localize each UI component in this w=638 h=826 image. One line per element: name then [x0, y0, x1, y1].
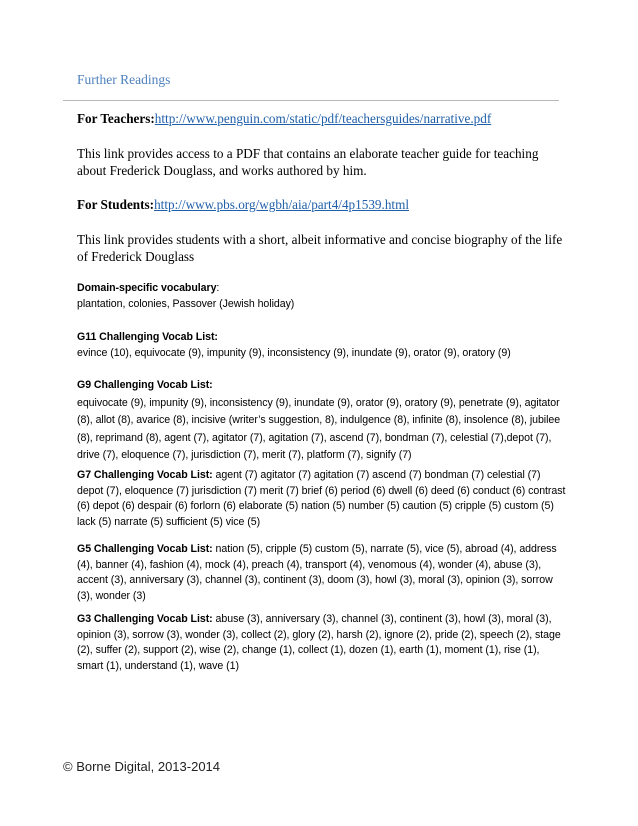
students-resource	[77, 196, 567, 213]
students-description: This link provides students with a short, albeit informative and concise biography of the life of Frederick Douglass	[77, 232, 563, 264]
g3-vocab-text: abuse (3), anniversary (3), channel (3), continent (3), howl (3), moral (3), opinion (3), sorrow (3), wonder (3), collect (2), glory (2), harsh (2), ignore (2), pride (2), speech (2), stage (2), suffer (2), support (2), wise (2), change (1), collect (1), dozen (1), earth (1), moment (1), rise (1), smart (1), understand (1), wave (1)	[77, 613, 561, 672]
g3-vocab-label: G3 Challenging Vocab List:	[77, 613, 213, 625]
students-label: For Students:	[77, 197, 155, 212]
teachers-link[interactable]: http://www.penguin.com/static/pdf/teachersguides/narrative.pdf	[154, 111, 492, 126]
domain-vocab-label: Domain-specific vocabulary	[77, 282, 217, 294]
g11-vocab-label: G11 Challenging Vocab List:	[77, 331, 218, 343]
section-heading: Further Readings	[77, 72, 171, 87]
g5-vocab-section	[77, 542, 567, 604]
g9-vocab-section	[77, 377, 567, 465]
g3-vocab-section	[77, 612, 567, 674]
g7-vocab-text: agent (7) agitator (7) agitation (7) ascend (7) bondman (7) celestial (7) depot (7), eloquence (7) jurisdiction (7) merit (7) brief (6) period (6) dwell (6) deed (6) conduct (6) contrast (6) depot (6) despair (6) forlorn (6) elaborate (5) nation (5) number (5) caution (5) cripple (5) custom (5) lack (5) narrate (5) sufficient (5) vice (5)	[77, 469, 566, 528]
g11-vocab-text: evince (10), equivocate (9), impunity (9), inconsistency (9), inundate (9), orator (9), oratory (9)	[77, 346, 511, 359]
g5-vocab-label: G5 Challenging Vocab List:	[77, 543, 213, 555]
g5-vocab-text: nation (5), cripple (5) custom (5), narrate (5), vice (5), abroad (4), address (4), banner (4), fashion (4), mock (4), preach (4), transport (4), venomous (4), wonder (4), abuse (3), accent (3), anniversary (3), channel (3), continent (3), doom (3), howl (3), moral (3), opinion (3), sorrow (3), wonder (3)	[77, 543, 557, 602]
students-link[interactable]: http://www.pbs.org/wgbh/aia/part4/4p1539.html	[154, 197, 410, 212]
g7-vocab-label: G7 Challenging Vocab List:	[77, 469, 213, 481]
g11-vocab-section	[77, 330, 567, 361]
teachers-description: This link provides access to a PDF that contains an elaborate teacher guide for teaching about Frederick Douglass, and works authored by him.	[77, 146, 539, 178]
g9-vocab-label: G9 Challenging Vocab List:	[77, 379, 213, 391]
teachers-resource	[77, 110, 567, 127]
domain-vocab-text: plantation, colonies, Passover (Jewish holiday)	[77, 297, 295, 310]
g7-vocab-section	[77, 468, 567, 530]
g9-vocab-text: equivocate (9), impunity (9), inconsistency (9), inundate (9), orator (9), oratory (9), penetrate (9), agitator (8), allot (8), avarice (8), incisive (writer’s suggestion, 8), indulgence (8), infinite (8), insolence (8), jubilee (8), reprimand (8), agent (7), agitator (7), agitation (7), ascend (7), bondman (7), celestial (7),depot (7), drive (7), eloquence (7), jurisdiction (7), merit (7), platform (7), signify (7)	[77, 396, 561, 461]
domain-vocab-section	[77, 281, 567, 312]
domain-vocab-colon: :	[216, 282, 220, 294]
teachers-label: For Teachers:	[77, 111, 155, 126]
heading-divider	[63, 100, 559, 101]
copyright-footer: © Borne Digital, 2013-2014	[63, 759, 221, 774]
